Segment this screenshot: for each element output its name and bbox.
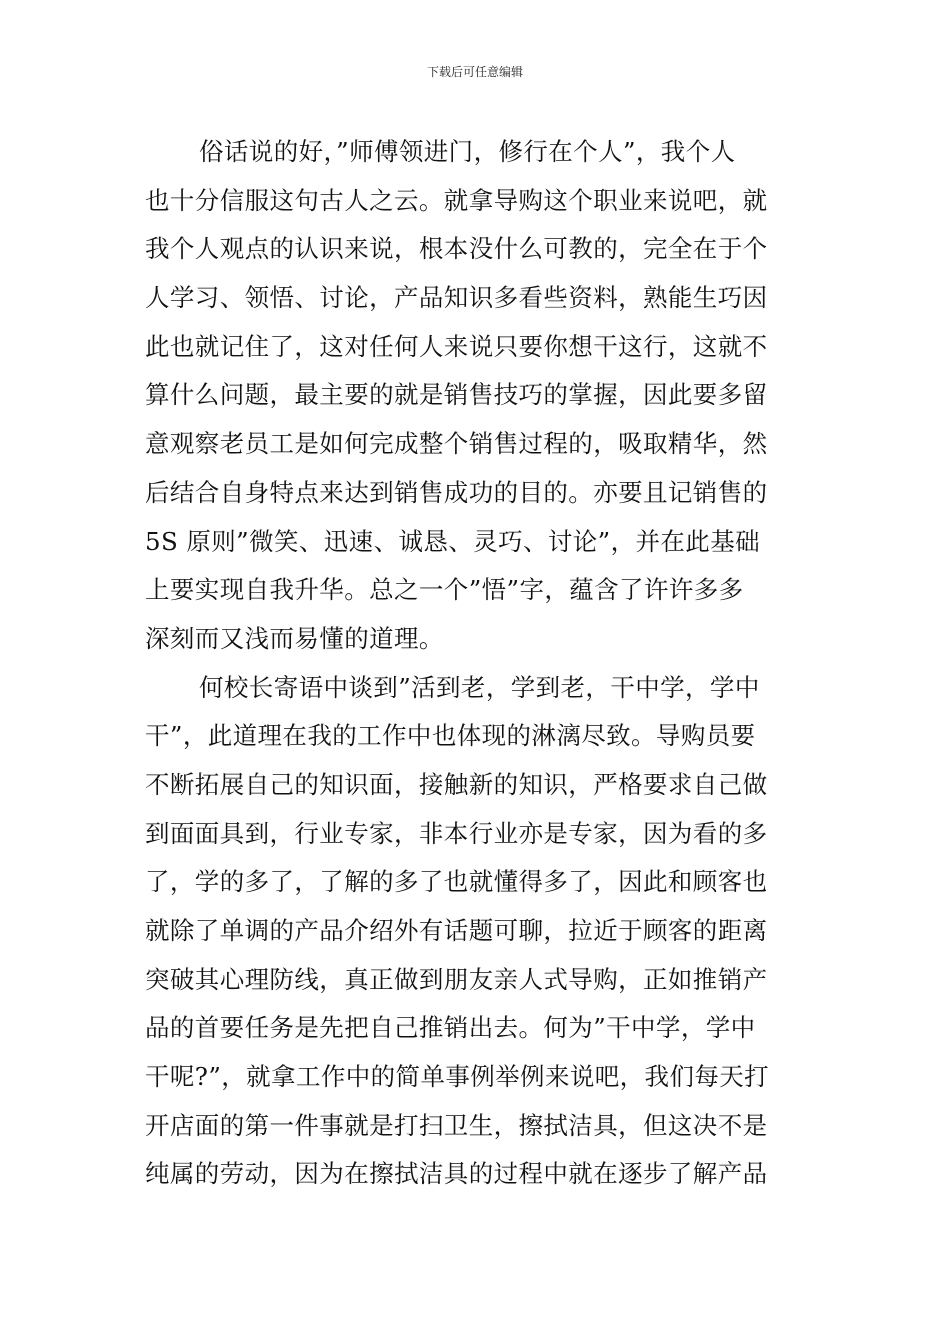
text-line: 也十分信服这句古人之云。就拿导购这个职业来说吧，就: [145, 185, 768, 215]
text-line: 深刻而又浅而易懂的道理。: [145, 623, 444, 653]
document-body: [145, 128, 807, 1199]
text-line: 就除了单调的产品介绍外有话题可聊，拉近于顾客的距离: [145, 916, 768, 945]
text-line: 开店面的第一件事就是打扫卫生，擦拭洁具，但这决不是: [145, 1110, 768, 1140]
text-line: 算什么问题，最主要的就是销售技巧的掌握，因此要多留: [145, 380, 768, 410]
text-line: 到面面具到，行业专家，非本行业亦是专家，因为看的多: [145, 818, 768, 848]
text-line: 后结合自身特点来达到销售成功的目的。亦要且记销售的: [145, 477, 768, 507]
paragraph-2: [145, 664, 807, 1200]
text-line: 突破其心理防线，真正做到朋友亲人式导购，正如推销产: [145, 964, 768, 994]
text-line: 纯属的劳动，因为在擦拭洁具的过程中就在逐步了解产品: [145, 1159, 768, 1189]
text-line: 干”，此道理在我的工作中也体现的淋漓尽致。导购员要: [145, 721, 756, 751]
text-line: 何校长寄语中谈到”活到老，学到老，干中学，学中: [199, 672, 760, 702]
text-line: 干呢?”，就拿工作中的简单事例举例来说吧，我们每天打: [145, 1062, 770, 1092]
text-line: 5S 原则”微笑、迅速、诚恳、灵巧、讨论”，并在此基础: [145, 526, 761, 556]
text-line: 不断拓展自己的知识面，接触新的知识，严格要求自己做: [145, 769, 768, 799]
text-line: 了，学的多了，了解的多了也就懂得多了，因此和顾客也: [145, 867, 768, 897]
page-header: 下载后可任意编辑: [426, 65, 523, 79]
text-line: 人学习、领悟、讨论，产品知识多看些资料，熟能生巧因: [145, 283, 768, 313]
paragraph-1: [145, 128, 807, 664]
text-line: 意观察老员工是如何完成整个销售过程的，吸取精华，然: [145, 429, 768, 459]
text-line: 俗话说的好，”师傅领进门，修行在个人”，我个人: [199, 137, 736, 166]
text-line: 此也就记住了，这对任何人来说只要你想干这行，这就不: [145, 331, 768, 361]
text-line: 我个人观点的认识来说，根本没什么可教的，完全在于个: [145, 234, 768, 264]
text-line: 上要实现自我升华。总之一个”悟”字，蕴含了许许多多: [145, 575, 744, 605]
text-line: 品的首要任务是先把自己推销出去。何为”干中学，学中: [145, 1013, 756, 1043]
